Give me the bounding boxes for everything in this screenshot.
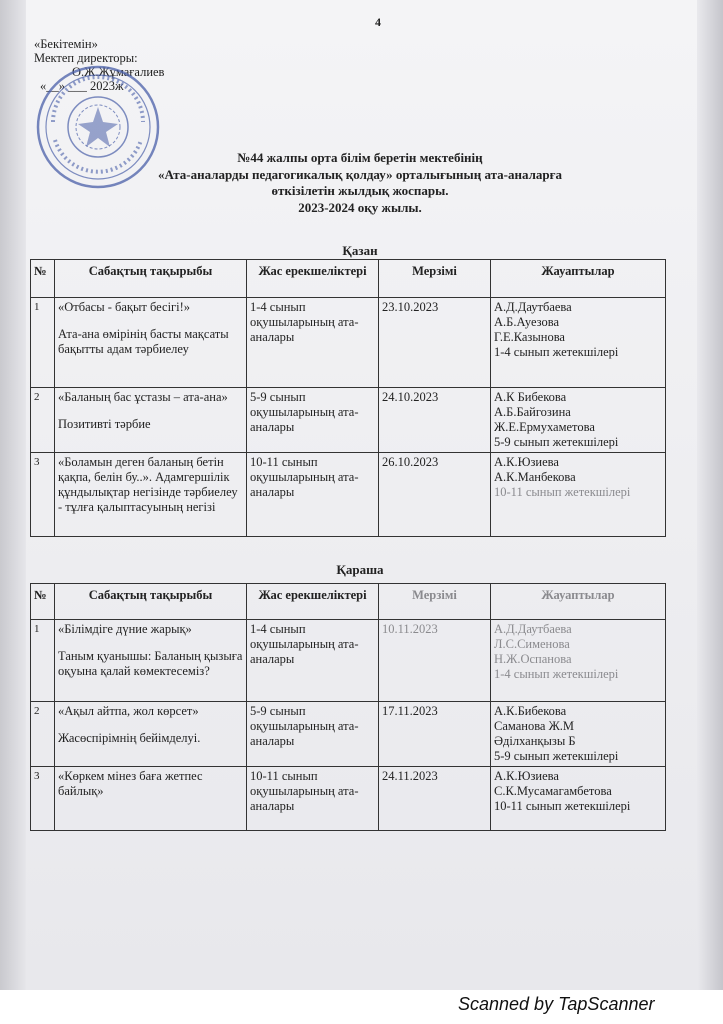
table-row: [31, 453, 666, 537]
responsible-person: А.К.Бибекова: [494, 704, 567, 718]
col-age: Жас ерекшеліктері: [247, 584, 379, 620]
director-name: О.Ж.Жұмағалиев: [72, 65, 165, 79]
responsible-person: 1-4 сынып жетекшілері: [494, 667, 619, 681]
col-topic: Сабақтың тақырыбы: [55, 260, 247, 298]
table-row: [31, 388, 666, 453]
responsible-person: А.К.Манбекова: [494, 470, 576, 484]
topic-title: «Білімдіге дүние жарық»: [58, 622, 192, 636]
col-responsible: Жауаптылар: [491, 584, 666, 620]
col-age: Жас ерекшеліктері: [247, 260, 379, 298]
approval-date: «__» ___ 2023ж: [40, 79, 124, 93]
responsible-person: 5-9 сынып жетекшілері: [494, 749, 619, 763]
table-header-row: [31, 584, 666, 620]
row-age: 10-11 сынып оқушыларының ата-аналары: [247, 453, 379, 537]
row-age: 10-11 сынып оқушыларының ата-аналары: [247, 767, 379, 831]
col-num: №: [31, 584, 55, 620]
topic-title: «Көркем мінез баға жетпес байлық»: [58, 769, 203, 798]
heading-line: «Ата-аналарды педагогикалық қолдау» орталығының ата-аналарға: [157, 166, 563, 182]
responsible-person: Саманова Ж.М: [494, 719, 575, 733]
row-age: 1-4 сынып оқушыларының ата-аналары: [247, 298, 379, 388]
responsible-person: Н.Ж.Оспанова: [494, 652, 572, 666]
responsible-person: А.Б.Байгозина: [494, 405, 571, 419]
col-num: №: [31, 260, 55, 298]
heading-line: өткізілетін жылдық жоспары.: [271, 183, 449, 198]
row-topic: [55, 298, 247, 388]
scanner-watermark: Scanned by TapScanner: [458, 994, 655, 1014]
row-date: 26.10.2023: [379, 453, 491, 537]
col-responsible: Жауаптылар: [491, 260, 666, 298]
row-topic: [55, 388, 247, 453]
row-date: 10.11.2023: [379, 620, 491, 702]
row-num: 2: [31, 702, 55, 767]
responsible-person: А.Д.Даутбаева: [494, 622, 572, 636]
row-topic: [55, 767, 247, 831]
topic-title: «Ақыл айтпа, жол көрсет»: [58, 704, 199, 718]
heading-line: 2023-2024 оқу жылы.: [298, 199, 422, 215]
row-responsible: [491, 388, 666, 453]
topic-title: «Отбасы - бақыт бесігі!»: [58, 300, 191, 314]
topic-title: «Баланың бас ұстазы – ата-ана»: [58, 390, 228, 404]
table-row: [31, 620, 666, 702]
topic-title: «Боламын деген баланың бетін қақпа, белін бу..». Адамгершілік құндылықтар негізінде тәрбиелеу - тұлға қалыптасуының негізі: [58, 455, 238, 514]
table-header-row: [31, 260, 666, 298]
responsible-person: А.Б.Ауезова: [494, 315, 560, 329]
topic-subtitle: Жасөспірімнің бейімделуі.: [58, 731, 201, 745]
topic-subtitle: Позитивті тәрбие: [58, 417, 151, 431]
responsible-person: 5-9 сынып жетекшілері: [494, 435, 619, 449]
row-date: 24.10.2023: [379, 388, 491, 453]
row-date: 24.11.2023: [379, 767, 491, 831]
row-topic: [55, 453, 247, 537]
row-num: 1: [31, 298, 55, 388]
table-row: [31, 298, 666, 388]
approval-line: Мектеп директоры:: [34, 51, 138, 65]
row-responsible: [491, 767, 666, 831]
responsible-person: А.К.Юзиева: [494, 769, 559, 783]
col-date: Мерзімі: [379, 584, 491, 620]
topic-subtitle: Таным қуанышы: Баланың қызыға оқуына қалай көмектесеміз?: [58, 649, 243, 678]
month-title: Қараша: [336, 562, 384, 577]
row-age: 5-9 сынып оқушыларының ата-аналары: [247, 388, 379, 453]
document-heading: [120, 150, 600, 216]
row-num: 3: [31, 767, 55, 831]
table-row: [31, 767, 666, 831]
row-num: 2: [31, 388, 55, 453]
responsible-person: А.К.Юзиева: [494, 455, 559, 469]
row-date: 23.10.2023: [379, 298, 491, 388]
responsible-person: 10-11 сынып жетекшілері: [494, 485, 631, 499]
responsible-person: А.К Бибекова: [494, 390, 567, 404]
row-num: 1: [31, 620, 55, 702]
page-fold-right: [697, 0, 723, 990]
plan-table-november: [30, 583, 666, 831]
row-responsible: [491, 620, 666, 702]
row-responsible: [491, 453, 666, 537]
row-num: 3: [31, 453, 55, 537]
responsible-person: С.К.Мусамагамбетова: [494, 784, 612, 798]
heading-line: №44 жалпы орта білім беретін мектебінің: [237, 150, 483, 165]
row-topic: [55, 620, 247, 702]
plan-table-october: [30, 259, 666, 537]
responsible-person: 1-4 сынып жетекшілері: [494, 345, 619, 359]
col-date: Мерзімі: [379, 260, 491, 298]
responsible-person: 10-11 сынып жетекшілері: [494, 799, 631, 813]
page-fold-left: [0, 0, 26, 990]
page-mark: 4: [375, 15, 381, 29]
responsible-person: Л.С.Сименова: [494, 637, 570, 651]
responsible-person: Әділханқызы Б: [494, 734, 576, 748]
responsible-person: А.Д.Даутбаева: [494, 300, 572, 314]
row-age: 1-4 сынып оқушыларының ата-аналары: [247, 620, 379, 702]
month-title: Қазан: [342, 243, 378, 258]
responsible-person: Г.Е.Казынова: [494, 330, 565, 344]
row-date: 17.11.2023: [379, 702, 491, 767]
topic-subtitle: Ата-ана өмірінің басты мақсаты бақытты адам тәрбиелеу: [58, 327, 229, 356]
responsible-person: Ж.Е.Ермухаметова: [494, 420, 595, 434]
row-topic: [55, 702, 247, 767]
row-responsible: [491, 298, 666, 388]
approval-line: «Бекітемін»: [34, 37, 98, 51]
row-age: 5-9 сынып оқушыларының ата-аналары: [247, 702, 379, 767]
row-responsible: [491, 702, 666, 767]
col-topic: Сабақтың тақырыбы: [55, 584, 247, 620]
table-row: [31, 702, 666, 767]
